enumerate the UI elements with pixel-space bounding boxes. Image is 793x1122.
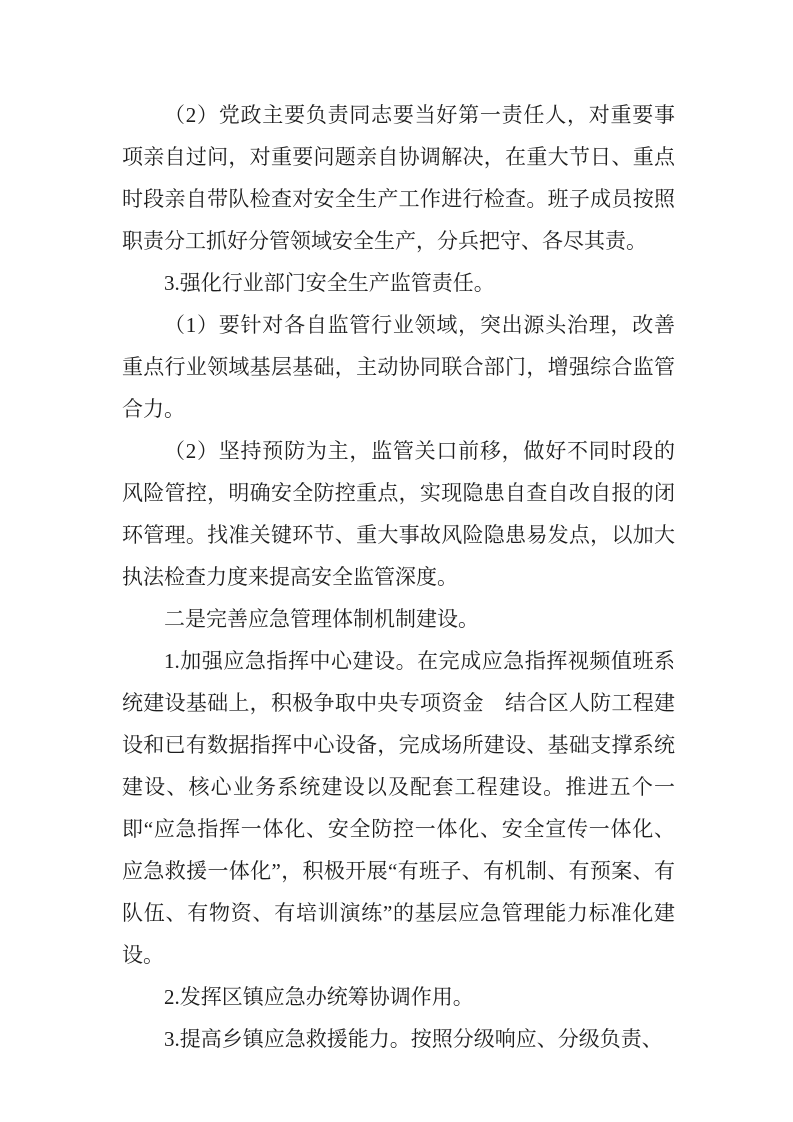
paragraph: 2.发挥区镇应急办统筹协调作用。 <box>164 985 474 1009</box>
paragraph: 二是完善应急管理体制机制建设。 <box>164 607 479 631</box>
paragraph: 3.强化行业部门安全生产监管责任。 <box>164 271 495 295</box>
paragraph: 1.加强应急指挥中心建设。在完成应急指挥视频值班系统建设基础上，积极争取中央专项资金 结合区人防工程建设和已有数据指挥中心设备，完成场所建设、基础支撑系统建设、核心业务系统建设以及配套工程建设。推进五个一 即“应急指挥一体化、安全防控一体化、安全宣传一体化、应急救援一体化”，积极开展“有班子、有机制、有预案、有队伍、有物资、有培训演练”的基层应急管理能力标准化建设。 <box>122 649 696 967</box>
paragraph: （2）党政主要负责同志要当好第一责任人，对重要事项亲自过问，对重要问题亲自协调解决，在重大节日、重点时段亲自带队检查对安全生产工作进行检查。班子成员按照职责分工抓好分管领域安全生产，分兵把守、各尽其责。 <box>122 103 675 253</box>
paragraph: 3.提高乡镇应急救援能力。按照分级响应、分级负责、 <box>164 1027 663 1051</box>
paragraph: （1）要针对各自监管行业领域，突出源头治理，改善重点行业领域基层基础，主动协同联合部门，增强综合监管合力。 <box>122 313 675 421</box>
paragraph: （2）坚持预防为主，监管关口前移，做好不同时段的风险管控，明确安全防控重点，实现隐患自查自改自报的闭环管理。找准关键环节、重大事故风险隐患易发点，以加大执法检查力度来提高安全监管深度。 <box>122 439 675 589</box>
document-body <box>122 94 696 1060</box>
